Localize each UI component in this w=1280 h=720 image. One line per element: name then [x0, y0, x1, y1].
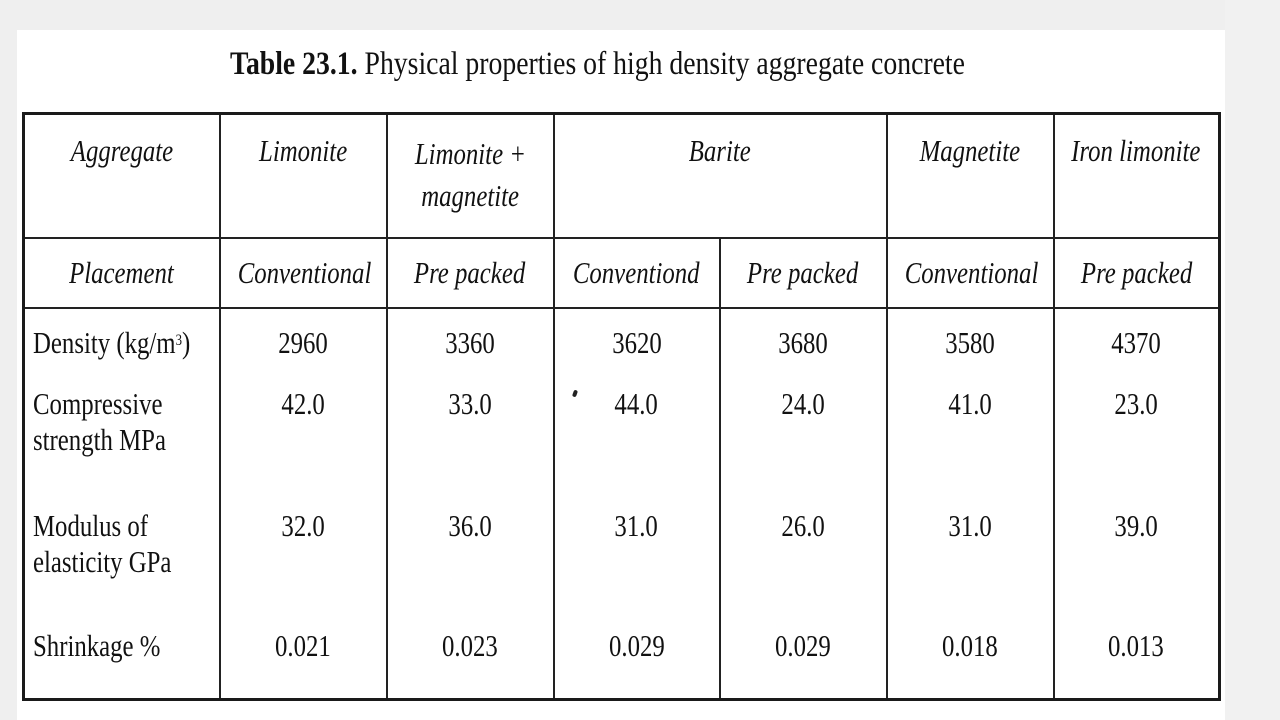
value-cell [220, 386, 387, 496]
caption-number: Table 23.1. [230, 46, 358, 82]
placement-cell [220, 238, 387, 308]
header-cell [554, 114, 887, 238]
cell-value: 0.018 [942, 627, 998, 663]
placement-value: Pre packed [414, 254, 526, 290]
value-cell [720, 386, 887, 496]
aggregate-name: Limonite [258, 133, 348, 168]
density-label-end: ) [182, 324, 191, 360]
value-cell [887, 386, 1054, 496]
row-label [25, 325, 190, 361]
row-label: Compressive [33, 385, 163, 421]
aggregate-name: Magnetite [919, 133, 1021, 168]
aggregate-name-line2: magnetite [421, 178, 519, 213]
aggregate-name: Iron limonite [1071, 133, 1201, 168]
cell-value: 3680 [778, 324, 828, 360]
table-caption [230, 42, 965, 86]
cell-value: 31.0 [614, 507, 659, 543]
row-label-cell [24, 386, 220, 496]
placement-value: Conventional [237, 254, 371, 290]
table-row-density [24, 308, 1220, 386]
table-row-shrinkage [24, 616, 1220, 700]
value-cell [1054, 386, 1220, 496]
value-cell [1054, 616, 1220, 700]
placement-value: Conventional [904, 254, 1038, 290]
value-cell [1054, 308, 1220, 386]
cell-value: 31.0 [948, 507, 992, 543]
value-cell [554, 496, 720, 616]
row-label: Shrinkage % [33, 627, 161, 663]
cell-value: 42.0 [281, 385, 325, 421]
table-row-compressive [24, 386, 1220, 496]
value-cell [387, 616, 554, 700]
placement-value: Conventiond [573, 254, 700, 290]
value-cell [220, 616, 387, 700]
value-cell [720, 308, 887, 386]
value-cell [220, 496, 387, 616]
aggregate-name: Limonite + [414, 136, 526, 171]
cell-value: 41.0 [948, 385, 992, 421]
row-label-cell [24, 616, 220, 700]
placement-value: Pre packed [747, 254, 859, 290]
aggregate-label-cell [24, 114, 220, 238]
value-cell [554, 616, 720, 700]
value-cell [720, 496, 887, 616]
density-unit-exponent: 3 [175, 331, 182, 349]
value-cell [1054, 496, 1220, 616]
placement-cell [720, 238, 887, 308]
placement-cell [1054, 238, 1220, 308]
table-row-modulus [24, 496, 1220, 616]
cell-value: 3580 [945, 324, 995, 360]
placement-value: Pre packed [1080, 254, 1192, 290]
cell-value: 0.013 [1108, 627, 1165, 663]
value-cell [720, 616, 887, 700]
cell-value: 39.0 [1114, 507, 1158, 543]
row-label-line2: elasticity GPa [33, 543, 172, 579]
aggregate-header-row [24, 114, 1220, 238]
cell-value: 0.021 [275, 627, 331, 663]
placement-cell [887, 238, 1054, 308]
placement-label: Placement [69, 254, 175, 290]
value-cell [554, 308, 720, 386]
cell-value: 3360 [445, 324, 495, 360]
value-cell [887, 308, 1054, 386]
value-cell [887, 616, 1054, 700]
value-cell [887, 496, 1054, 616]
row-label-cell [24, 496, 220, 616]
placement-cell [387, 238, 554, 308]
cell-value: 36.0 [448, 507, 492, 543]
cell-value: 24.0 [781, 385, 825, 421]
placement-cell [554, 238, 720, 308]
cell-value: 4370 [1111, 324, 1162, 360]
cell-value: 2960 [278, 324, 328, 360]
cell-value: 0.029 [608, 627, 665, 663]
cell-value: 33.0 [448, 385, 492, 421]
value-cell [387, 496, 554, 616]
row-label-cell [24, 308, 220, 386]
aggregate-label: Aggregate [70, 133, 173, 168]
value-cell [387, 308, 554, 386]
placement-header-row [24, 238, 1220, 308]
properties-table [22, 112, 1221, 701]
density-label: Density (kg/m [33, 324, 176, 360]
placement-label-cell [24, 238, 220, 308]
value-cell [554, 386, 720, 496]
cell-value: 0.029 [775, 627, 831, 663]
cell-value: 3620 [611, 324, 662, 360]
value-cell [387, 386, 554, 496]
header-cell [887, 114, 1054, 238]
value-cell [220, 308, 387, 386]
cell-value: 44.0 [614, 385, 659, 421]
cell-value: 32.0 [281, 507, 325, 543]
row-label-line2: strength MPa [33, 421, 166, 457]
row-label: Modulus of [33, 507, 149, 543]
caption-text: Physical properties of high density aggregate concrete [364, 46, 965, 82]
aggregate-name: Barite [689, 133, 751, 168]
cell-value: 26.0 [781, 507, 825, 543]
page-margin [1225, 0, 1280, 720]
header-cell [220, 114, 387, 238]
cell-value: 23.0 [1114, 385, 1158, 421]
header-cell [387, 114, 554, 238]
cell-value: 0.023 [442, 627, 498, 663]
header-cell [1054, 114, 1220, 238]
